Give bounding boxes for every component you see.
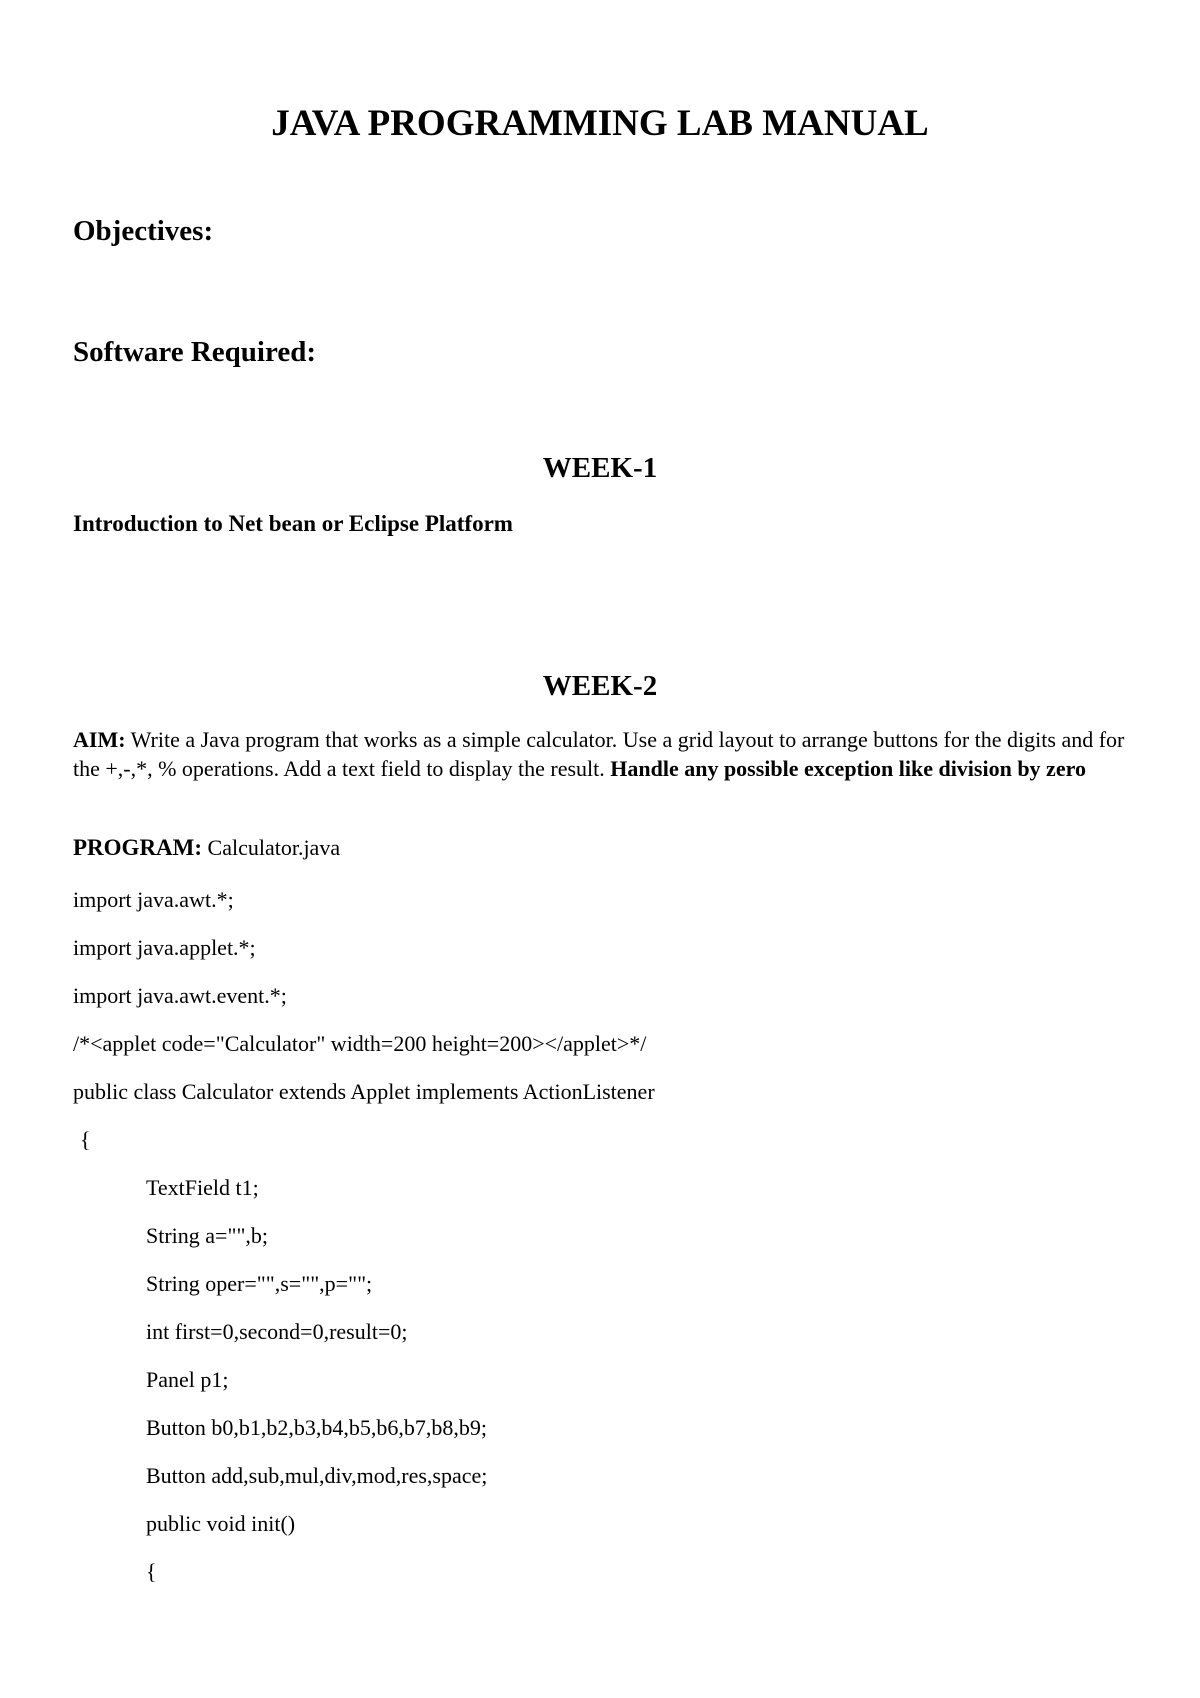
code-line-5: public class Calculator extends Applet implements ActionListener	[73, 1079, 655, 1104]
code-line-2: import java.applet.*;	[73, 935, 256, 960]
software-required-heading: Software Required:	[73, 336, 316, 368]
code-line-15: {	[146, 1559, 157, 1584]
program-file-name: Calculator.java	[202, 835, 341, 860]
week-1-topic: Introduction to Net bean or Eclipse Platform	[73, 511, 513, 536]
program-line	[73, 834, 340, 862]
code-line-11: Panel p1;	[146, 1367, 229, 1392]
code-line-10: int first=0,second=0,result=0;	[146, 1319, 408, 1344]
week-1-heading: WEEK-1	[542, 452, 658, 484]
code-line-13: Button add,sub,mul,div,mod,res,space;	[146, 1463, 488, 1488]
code-line-4: /*<applet code="Calculator" width=200 height=200></applet>*/	[73, 1031, 647, 1056]
aim-label: AIM:	[73, 727, 126, 752]
code-line-6: {	[80, 1127, 91, 1152]
code-line-1: import java.awt.*;	[73, 887, 234, 912]
code-line-8: String a="",b;	[146, 1223, 269, 1248]
program-label: PROGRAM:	[73, 835, 203, 860]
aim-paragraph	[73, 726, 1133, 783]
aim-text: Write a Java program that works as a simple calculator. Use a grid layout to arrange buttons for the digits and for the +,-,*, % operations. Add a text field to display the result.	[73, 727, 1125, 781]
code-line-3: import java.awt.event.*;	[73, 983, 287, 1008]
code-line-9: String oper="",s="",p="";	[146, 1271, 373, 1296]
code-line-14: public void init()	[146, 1511, 296, 1536]
code-line-12: Button b0,b1,b2,b3,b4,b5,b6,b7,b8,b9;	[146, 1415, 488, 1440]
objectives-heading: Objectives:	[73, 215, 214, 247]
document-title: JAVA PROGRAMMING LAB MANUAL	[271, 103, 929, 144]
aim-bold-text: Handle any possible exception like division by zero	[610, 755, 1086, 781]
week-2-heading: WEEK-2	[542, 670, 658, 702]
code-line-7: TextField t1;	[146, 1175, 259, 1200]
